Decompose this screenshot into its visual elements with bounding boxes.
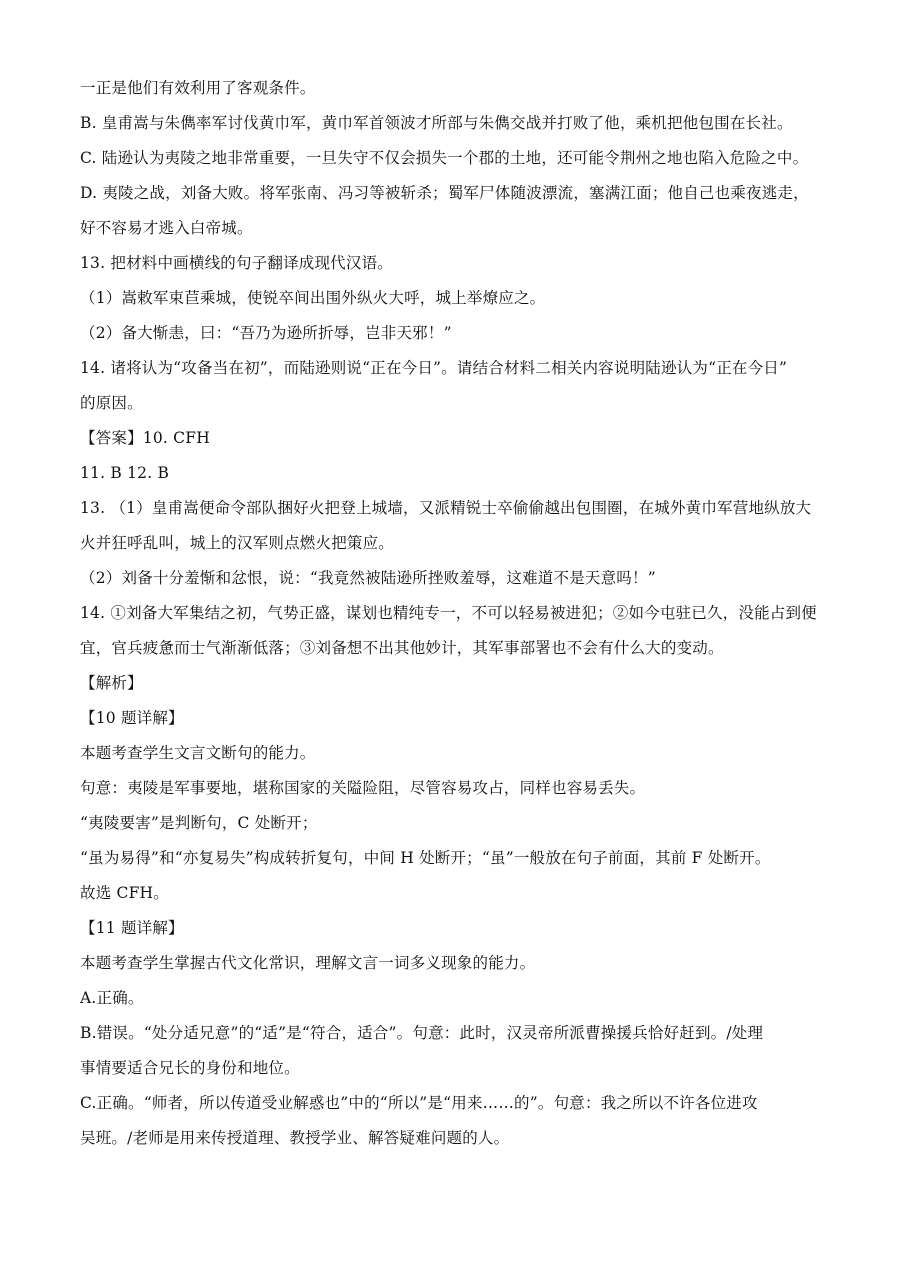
text-line: 吴班。/老师是用来传授道理、教授学业、解答疑难问题的人。: [80, 1129, 510, 1147]
text-line: C.正确。“师者，所以传道受业解惑也”中的“所以”是“用来……的”。句意：我之所以不许各位进攻: [80, 1094, 758, 1112]
option-c: C. 陆逊认为夷陵之地非常重要，一旦失守不仅会损失一个郡的土地，还可能令荆州之地也陷入危险之中。: [80, 149, 809, 167]
text-line: “夷陵要害”是判断句，C 处断开；: [80, 814, 318, 832]
text-line: 句意：夷陵是军事要地，堪称国家的关隘险阻，尽管容易攻占，同样也容易丢失。: [80, 779, 646, 797]
text-line: 本题考查学生文言文断句的能力。: [80, 744, 316, 762]
text-line: 本题考查学生掌握古代文化常识，理解文言一词多义现象的能力。: [80, 954, 536, 972]
question-14: 14. 诸将认为“攻备当在初”，而陆逊则说“正在今日”。请结合材料二相关内容说明陆逊认为“正在今日”: [80, 359, 788, 377]
text-line: 的原因。: [80, 394, 143, 412]
text-line: 火并狂呼乱叫，城上的汉军则点燃火把策应。: [80, 534, 395, 552]
text-line: A.正确。: [80, 989, 144, 1007]
analysis-heading: 【解析】: [80, 674, 143, 692]
text-line: “虽为易得”和“亦复易失”构成转折复句，中间 H 处断开；“虽”一般放在句子前面，其前 F 处断开。: [80, 849, 771, 867]
question-13-item-2: （2）备大惭恚，曰：“吾乃为逊所折辱，岂非天邪！”: [80, 324, 452, 342]
question-13-item-1: （1）嵩敕军束苣乘城，使锐卒间出围外纵火大呼，城上举燎应之。: [80, 289, 546, 307]
text-line: B.错误。“处分适兄意”的“适”是“符合，适合”。句意：此时，汉灵帝所派曹操援兵恰好赶到。/处理: [80, 1024, 764, 1042]
question-13: 13. 把材料中画横线的句子翻译成现代汉语。: [80, 254, 393, 272]
answer-heading: 【答案】10. CFH: [80, 429, 210, 447]
text-line: 一正是他们有效利用了客观条件。: [80, 79, 316, 97]
text-line: 事情要适合兄长的身份和地位。: [80, 1059, 300, 1077]
option-d: D. 夷陵之战，刘备大败。将军张南、冯习等被斩杀；蜀军尸体随波漂流，塞满江面；他自己也乘夜逃走，: [80, 184, 809, 202]
text-line: 好不容易才逃入白帝城。: [80, 219, 253, 237]
answer-13-1: 13. （1）皇甫嵩便命令部队捆好火把登上城墙，又派精锐士卒偷偷越出包围圈，在城外黄巾军营地纵放大: [80, 499, 812, 517]
answer-11-12: 11. B 12. B: [80, 464, 170, 482]
section-10-heading: 【10 题详解】: [80, 709, 184, 727]
section-11-heading: 【11 题详解】: [80, 919, 184, 937]
answer-14: 14. ①刘备大军集结之初，气势正盛，谋划也精纯专一，不可以轻易被进犯；②如今屯驻已久，没能占到便: [80, 604, 817, 622]
text-line: 故选 CFH。: [80, 884, 169, 902]
answer-13-2: （2）刘备十分羞惭和忿恨，说：“我竟然被陆逊所挫败羞辱，这难道不是天意吗！”: [80, 569, 656, 587]
option-b: B. 皇甫嵩与朱儁率军讨伐黄巾军，黄巾军首领波才所部与朱儁交战并打败了他，乘机把他包围在长社。: [80, 114, 793, 132]
text-line: 宜，官兵疲惫而士气渐渐低落；③刘备想不出其他妙计，其军事部署也不会有什么大的变动。: [80, 639, 724, 657]
